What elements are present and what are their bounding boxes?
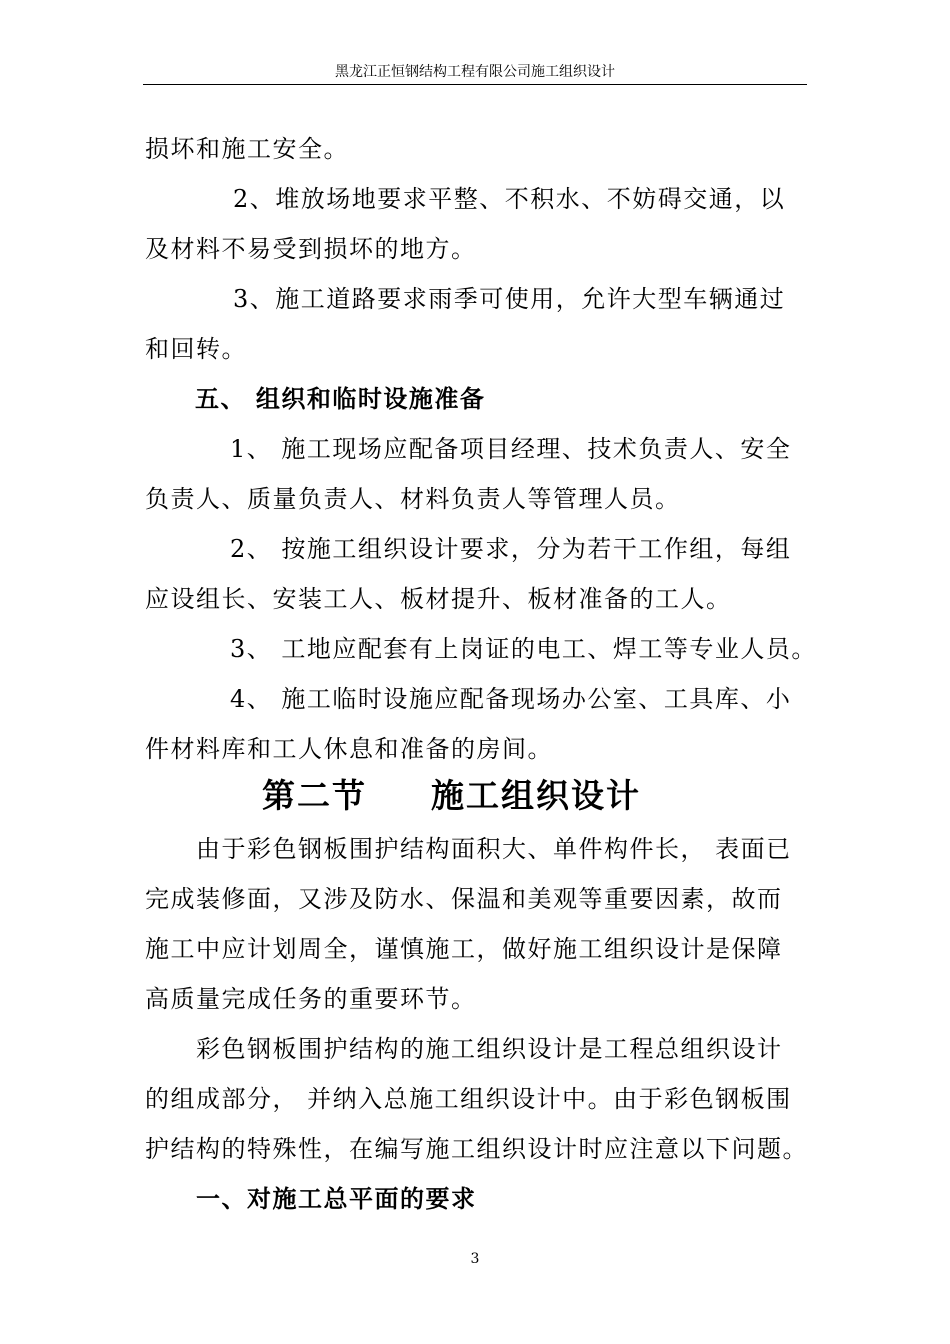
section-heading-5: 五、 组织和临时设施准备 bbox=[195, 385, 486, 413]
body-line: 4、 施工临时设施应配备现场办公室、工具库、小 bbox=[230, 685, 792, 713]
section-title: 施工组织设计 bbox=[431, 776, 641, 815]
body-line: 高质量完成任务的重要环节。 bbox=[145, 985, 477, 1013]
page-number: 3 bbox=[470, 1251, 480, 1267]
body-line: 1、 施工现场应配备项目经理、技术负责人、安全 bbox=[230, 435, 792, 463]
body-line: 由于彩色钢板围护结构面积大、单件构件长， 表面已 bbox=[196, 835, 792, 863]
section-number: 第二节 bbox=[262, 776, 367, 815]
body-line: 护结构的特殊性，在编写施工组织设计时应注意以下问题。 bbox=[145, 1135, 808, 1163]
body-line: 应设组长、安装工人、板材提升、板材准备的工人。 bbox=[145, 585, 732, 613]
page-header bbox=[143, 62, 807, 85]
body-line: 3、施工道路要求雨季可使用，允许大型车辆通过 bbox=[233, 285, 786, 313]
body-line: 负责人、质量负责人、材料负责人等管理人员。 bbox=[145, 485, 681, 513]
body-line: 完成装修面，又涉及防水、保温和美观等重要因素，故而 bbox=[145, 885, 783, 913]
body-line: 和回转。 bbox=[145, 335, 247, 363]
body-line: 2、 按施工组织设计要求，分为若干工作组，每组 bbox=[230, 535, 792, 563]
body-line: 3、 工地应配套有上岗证的电工、焊工等专业人员。 bbox=[230, 635, 817, 663]
body-line: 损坏和施工安全。 bbox=[145, 135, 349, 163]
header-title: 黑龙江正恒钢结构工程有限公司施工组织设计 bbox=[335, 64, 615, 80]
subsection-heading-1: 一、对施工总平面的要求 bbox=[196, 1185, 477, 1213]
body-line: 彩色钢板围护结构的施工组织设计是工程总组织设计 bbox=[196, 1035, 783, 1063]
body-line: 2、堆放场地要求平整、不积水、不妨碍交通，以 bbox=[233, 185, 786, 213]
body-line: 及材料不易受到损坏的地方。 bbox=[145, 235, 477, 263]
body-line: 施工中应计划周全，谨慎施工，做好施工组织设计是保障 bbox=[145, 935, 783, 963]
body-line: 的组成部分， 并纳入总施工组织设计中。由于彩色钢板围 bbox=[145, 1085, 792, 1113]
section-title-heading bbox=[262, 775, 641, 817]
body-line: 件材料库和工人休息和准备的房间。 bbox=[145, 735, 553, 763]
